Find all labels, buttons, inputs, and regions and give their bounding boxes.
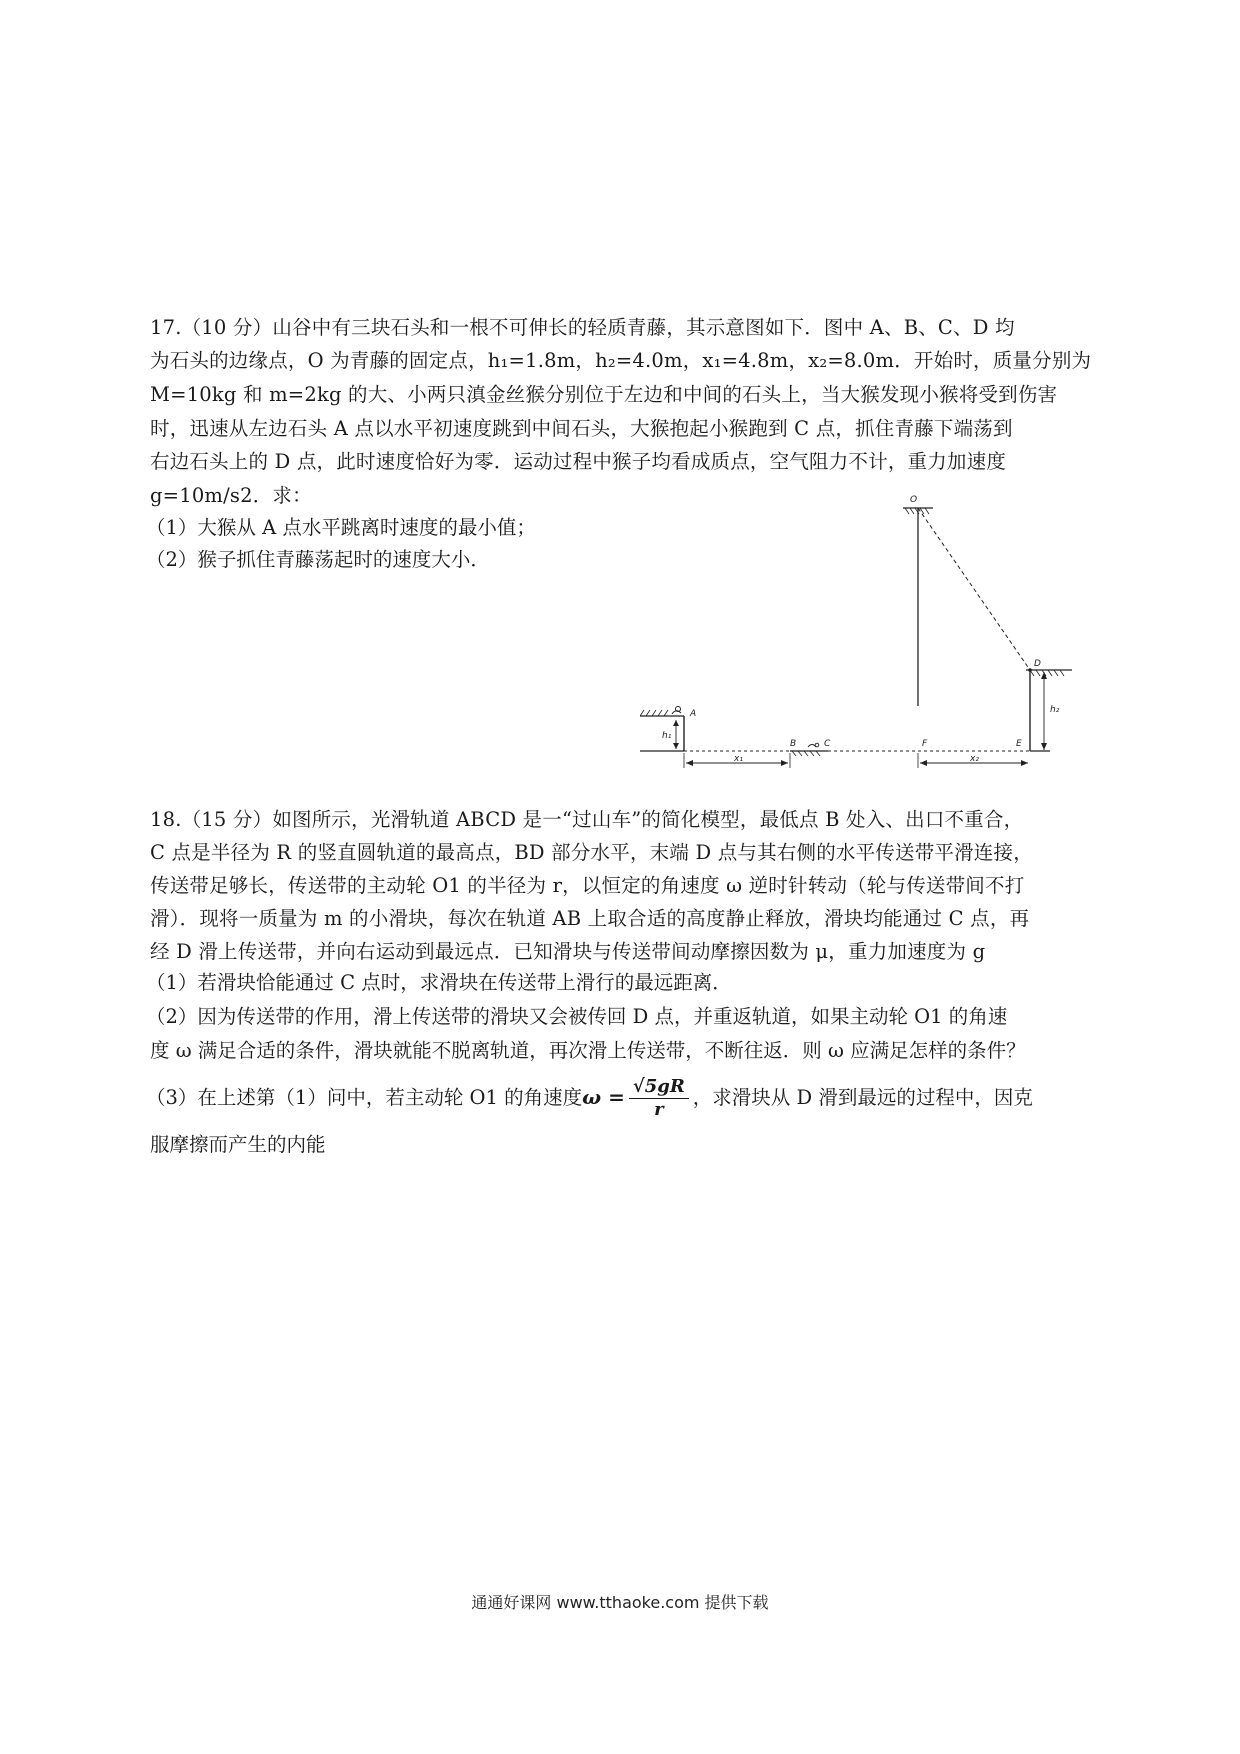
small-monkey-icon [808, 743, 819, 747]
q18-sub-question-3-last: 服摩擦而产生的内能 [150, 1133, 326, 1156]
q18-line-5: 经 D 滑上传送带，并向右运动到最远点．已知滑块与传送带间动摩擦因数为 μ，重力加速度为 g [150, 940, 986, 963]
label-f: F [922, 739, 928, 749]
q18-sub3-pre: （3）在上述第（1）问中，若主动轮 O1 的角速度 [146, 1086, 583, 1109]
point-d [1028, 668, 1032, 672]
big-monkey-icon [672, 707, 681, 715]
q18-sub-question-2-line-2: 度 ω 满足合适的条件，滑块就能不脱离轨道，再次滑上传送带，不断往返．则 ω 应满足怎样的条件？ [150, 1039, 1026, 1062]
omega-formula-lhs: ω = [582, 1085, 625, 1109]
q18-line-3: 传送带足够长，传送带的主动轮 O1 的半径为 r，以恒定的角速度 ω 逆时针转动（轮与传送带间不打 [150, 874, 1025, 897]
q18-sub-question-1: （1）若滑块恰能通过 C 点时，求滑块在传送带上滑行的最远距离． [146, 971, 732, 994]
q17-sub-question-1: （1）大猴从 A 点水平跳离时速度的最小值； [146, 516, 536, 539]
q18-line-1: 18.（15 分）如图所示，光滑轨道 ABCD 是一“过山车”的简化模型，最低点 B 处入、出口不重合， [150, 808, 1024, 831]
q17-diagram [640, 488, 1080, 768]
label-c: C [824, 739, 831, 749]
vine-swung-dashed [918, 508, 1030, 670]
label-x2: x₂ [970, 754, 979, 764]
label-h2: h₂ [1050, 705, 1060, 715]
q18-sub3-post: ，求滑块从 D 滑到最远的过程中，因克 [692, 1086, 1033, 1109]
label-o: O [910, 495, 918, 505]
q17-line-4: 时，迅速从左边石头 A 点以水平初速度跳到中间石头，大猴抱起小猴跑到 C 点，抓住青藤下端荡到 [150, 417, 1013, 440]
q17-line-6: g=10m/s2．求： [150, 484, 312, 507]
q17-line-1: 17.（10 分）山谷中有三块石头和一根不可伸长的轻质青藤，其示意图如下．图中 A、B、C、D 均 [150, 316, 1015, 339]
label-b: B [790, 739, 797, 749]
q18-sub-question-3 [146, 1074, 1033, 1121]
q18-line-2: C 点是半径为 R 的竖直圆轨道的最高点，BD 部分水平，末端 D 点与其右侧的水平传送带平滑连接， [150, 841, 1033, 864]
label-d: D [1034, 659, 1041, 669]
formula-numerator: √5gR [629, 1076, 689, 1099]
label-x1: x₁ [734, 754, 743, 764]
omega-formula-fraction [629, 1076, 689, 1121]
right-rock [1026, 670, 1072, 751]
page-footer: 通通好课网 www.tthaoke.com 提供下载 [471, 1593, 769, 1612]
q17-sub-question-2: （2）猴子抓住青藤荡起时的速度大小． [146, 548, 490, 571]
q17-line-3: M=10kg 和 m=2kg 的大、小两只滇金丝猴分别位于左边和中间的石头上，当大猴发现小猴将受到伤害 [150, 383, 1058, 406]
middle-rock [790, 751, 828, 756]
q17-line-2: 为石头的边缘点，O 为青藤的固定点，h₁=1.8m，h₂=4.0m，x₁=4.8m，x₂=8.0m．开始时，质量分别为 [150, 349, 1092, 372]
q18-line-4: 滑）．现将一质量为 m 的小滑块，每次在轨道 AB 上取合适的高度静止释放，滑块均能通过 C 点，再 [150, 907, 1030, 930]
label-h1: h₁ [662, 731, 672, 741]
q17-line-5: 右边石头上的 D 点，此时速度恰好为零．运动过程中猴子均看成质点，空气阻力不计，重力加速度 [150, 450, 1007, 473]
label-e: E [1016, 739, 1022, 749]
q18-sub-question-2-line-1: （2）因为传送带的作用，滑上传送带的滑块又会被传回 D 点，并重返轨道，如果主动轮 O1 的角速 [146, 1005, 1008, 1028]
label-a: A [690, 709, 697, 719]
formula-denominator: r [654, 1099, 664, 1120]
